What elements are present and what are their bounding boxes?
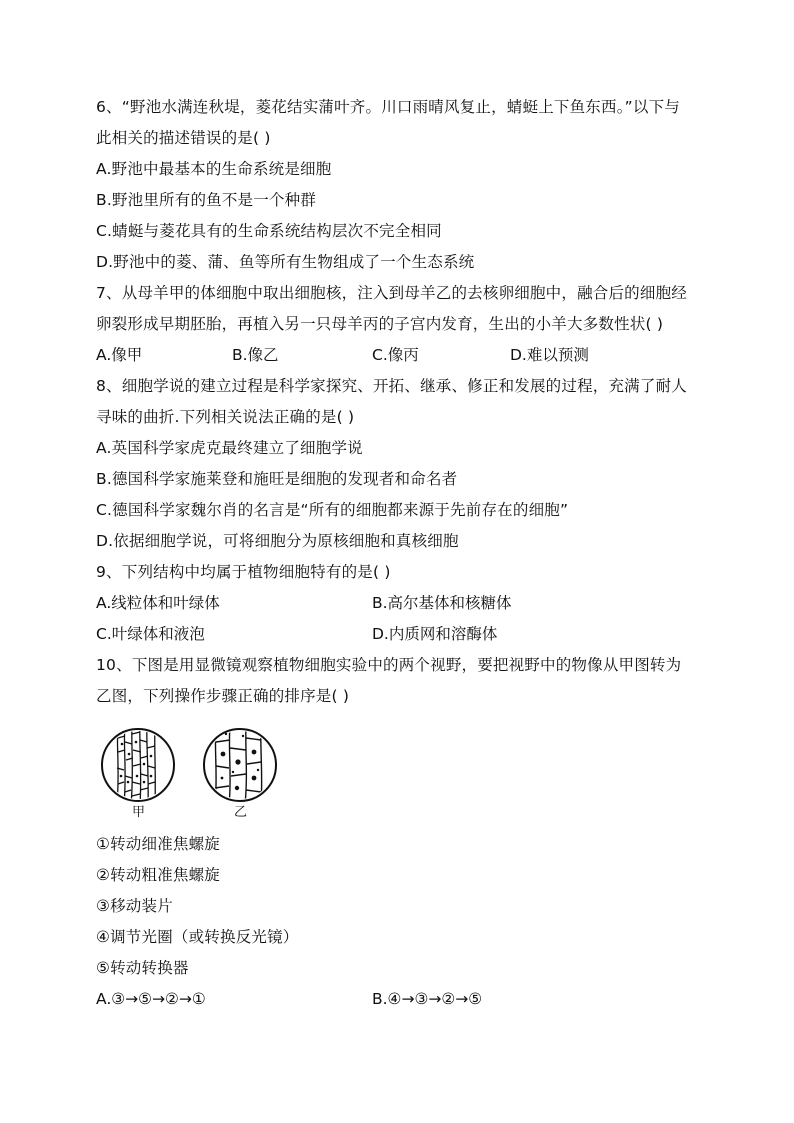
field-yi-drawing (204, 725, 276, 805)
q9-option-d: D.内质网和溶酶体 (372, 625, 498, 643)
q10-stem-line1: 10、下图是用显微镜观察植物细胞实验中的两个视野，要把视野中的物像从甲图转为 (96, 656, 682, 674)
q10-option-b: B.④→③→②→⑤ (372, 990, 483, 1008)
figure-label-yi: 乙 (234, 805, 248, 820)
q8-option-b: B.德国科学家施莱登和施旺是细胞的发现者和命名者 (96, 470, 458, 488)
q8-stem-line2: 寻味的曲折.下列相关说法正确的是( ) (96, 408, 355, 426)
q9-option-a: A.线粒体和叶绿体 (96, 594, 220, 612)
figure-label-jia: 甲 (132, 805, 146, 820)
q6-stem-line1: 6、“野池水满连秋堤，菱花结实蒲叶齐。川口雨晴风复止，蜻蜓上下鱼东西。”以下与 (96, 98, 680, 116)
q7-option-d: D.难以预测 (510, 346, 589, 364)
q8-option-d: D.依据细胞学说，可将细胞分为原核细胞和真核细胞 (96, 532, 459, 550)
q7-option-c: C.像丙 (372, 346, 419, 364)
q7-stem-line1: 7、从母羊甲的体细胞中取出细胞核，注入到母羊乙的去核卵细胞中，融合后的细胞经 (96, 284, 687, 302)
q10-option-a: A.③→⑤→②→① (96, 990, 206, 1008)
q8-option-a: A.英国科学家虎克最终建立了细胞学说 (96, 439, 363, 457)
q6-option-d: D.野池中的菱、蒲、鱼等所有生物组成了一个生态系统 (96, 253, 475, 271)
q7-option-a: A.像甲 (96, 346, 143, 364)
field-jia-drawing (102, 725, 174, 805)
q8-stem-line1: 8、细胞学说的建立过程是科学家探究、开拓、继承、修正和发展的过程，充满了耐人 (96, 377, 687, 395)
q9-option-c: C.叶绿体和液泡 (96, 625, 205, 643)
q10-step-2: ②转动粗准焦螺旋 (96, 866, 220, 884)
q6-stem-line2: 此相关的描述错误的是( ) (96, 129, 271, 147)
microscope-fields-svg (98, 720, 288, 815)
q8-option-c: C.德国科学家魏尔肖的名言是“所有的细胞都来源于先前存在的细胞” (96, 501, 569, 519)
q10-step-5: ⑤转动转换器 (96, 959, 189, 977)
q7-option-b: B.像乙 (232, 346, 279, 364)
q9-option-b: B.高尔基体和核糖体 (372, 594, 512, 612)
q10-step-1: ①转动细准焦螺旋 (96, 835, 220, 853)
q6-option-a: A.野池中最基本的生命系统是细胞 (96, 160, 332, 178)
microscope-fields-figure (98, 720, 288, 830)
q6-option-b: B.野池里所有的鱼不是一个种群 (96, 191, 317, 209)
q6-option-c: C.蜻蜓与菱花具有的生命系统结构层次不完全相同 (96, 222, 442, 240)
q10-step-3: ③移动装片 (96, 897, 173, 915)
q7-stem-line2: 卵裂形成早期胚胎，再植入另一只母羊丙的子宫内发育，生出的小羊大多数性状( ) (96, 315, 664, 333)
q9-stem: 9、下列结构中均属于植物细胞特有的是( ) (96, 563, 391, 581)
q10-stem-line2: 乙图，下列操作步骤正确的排序是( ) (96, 687, 350, 705)
q10-step-4: ④调节光圈（或转换反光镜） (96, 928, 299, 946)
